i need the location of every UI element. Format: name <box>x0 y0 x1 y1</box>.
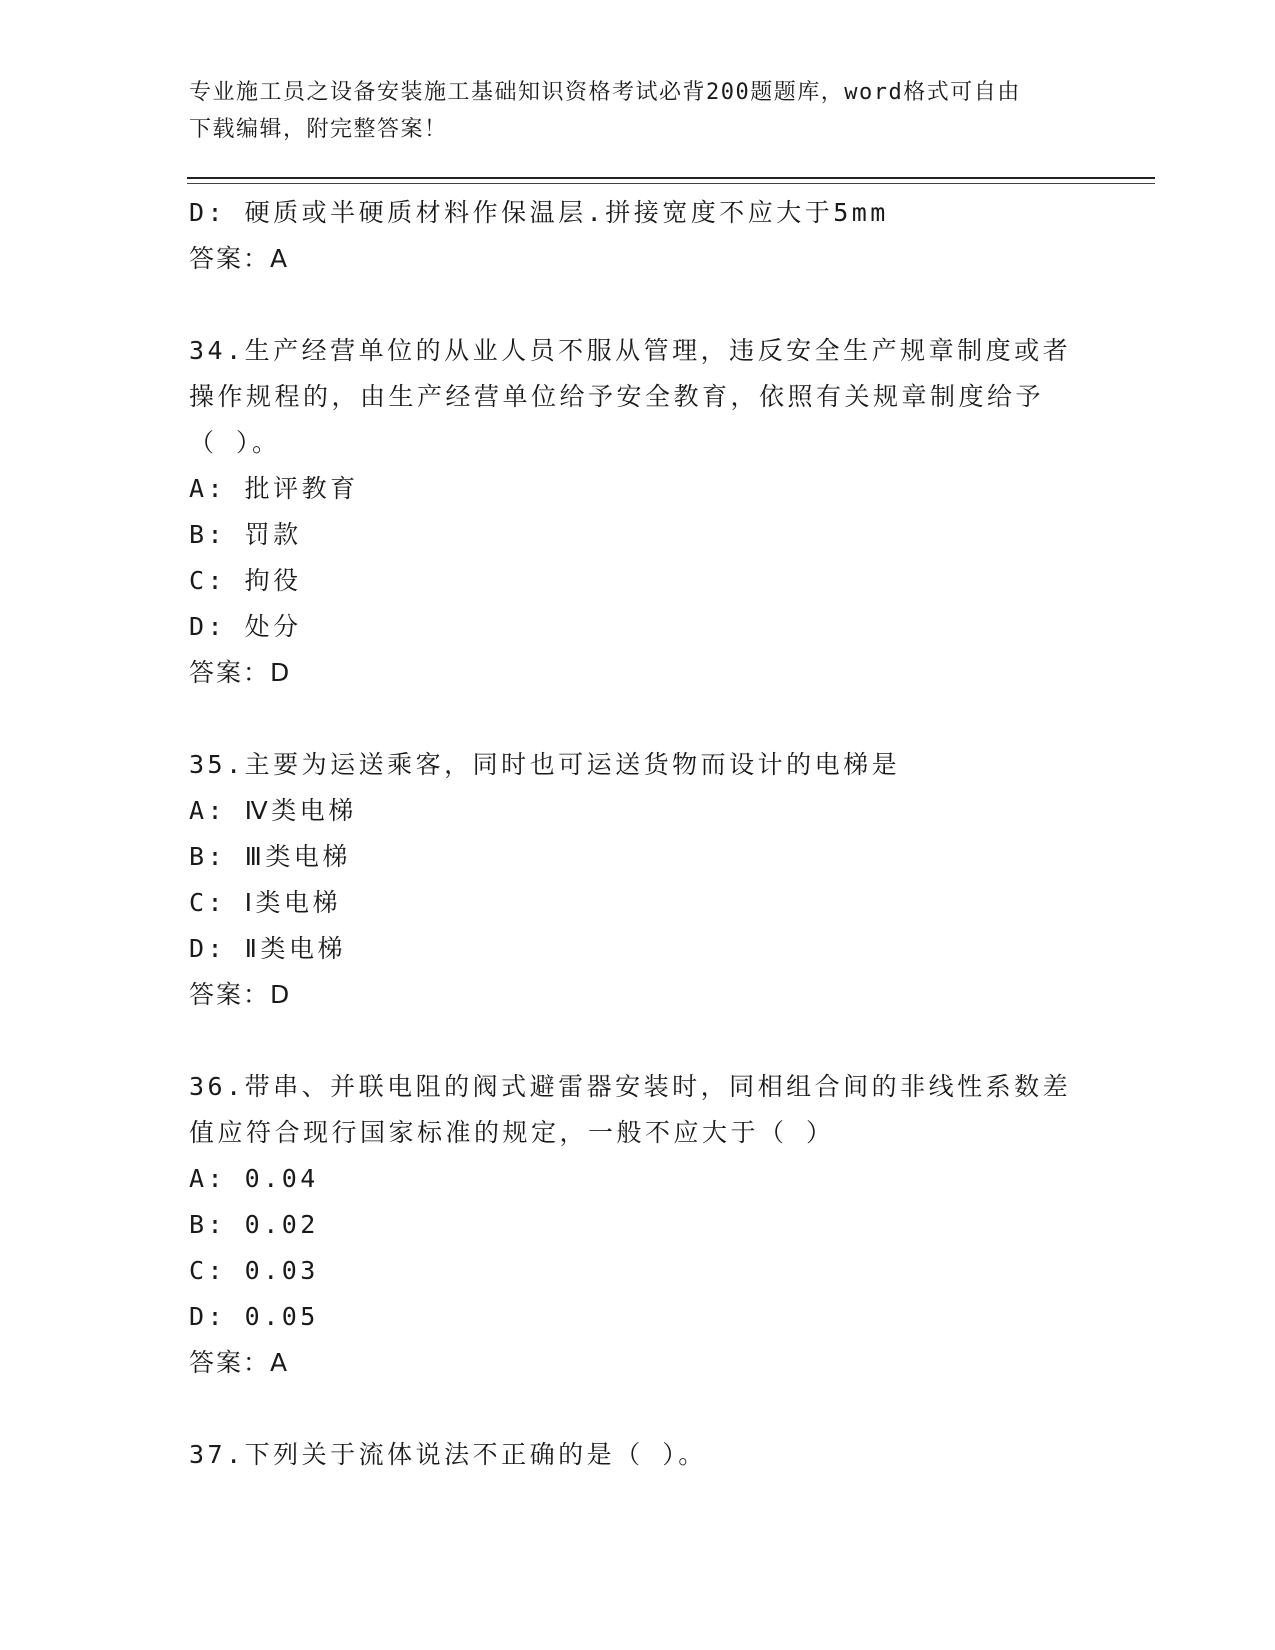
question-stem-line: 操作规程的，由生产经营单位给予安全教育，依照有关规章制度给予 <box>189 382 1045 411</box>
option-b: B: Ⅲ类电梯 <box>189 842 351 871</box>
option-a: A: Ⅳ类电梯 <box>189 796 357 825</box>
question-34 <box>189 328 1089 696</box>
question-stem-line: 37.下列关于流体说法不正确的是（ ）。 <box>189 1440 707 1469</box>
option-d: D: 0.05 <box>189 1302 319 1331</box>
spacer <box>189 282 1089 328</box>
spacer <box>189 1018 1089 1064</box>
question-33-continuation <box>189 190 1089 282</box>
option-d: D: Ⅱ类电梯 <box>189 934 346 963</box>
question-stem <box>189 742 1089 788</box>
option-b: B: 罚款 <box>189 520 302 549</box>
question-37 <box>189 1432 1089 1478</box>
answer-line: 答案：A <box>189 244 290 273</box>
question-stem <box>189 1432 1089 1478</box>
answer-line: 答案：A <box>189 1348 290 1377</box>
header-divider <box>187 177 1155 179</box>
question-stem <box>189 1064 1089 1156</box>
option-a: A: 批评教育 <box>189 474 359 503</box>
spacer <box>189 696 1089 742</box>
answer-line: 答案：D <box>189 658 292 687</box>
option-c: C: Ⅰ类电梯 <box>189 888 342 917</box>
question-stem-line: 36.带串、并联电阻的阀式避雷器安装时，同相组合间的非线性系数差 <box>189 1072 1072 1101</box>
question-stem <box>189 328 1089 466</box>
question-35 <box>189 742 1089 1018</box>
document-header <box>189 74 1089 148</box>
question-stem-line: 34.生产经营单位的从业人员不服从管理，违反安全生产规章制度或者 <box>189 336 1072 365</box>
question-stem-line: 值应符合现行国家标准的规定，一般不应大于（ ） <box>189 1118 835 1147</box>
option-d: D: 处分 <box>189 612 302 641</box>
header-line-2: 下载编辑，附完整答案！ <box>189 117 448 142</box>
option-d: D: 硬质或半硬质材料作保温层.拼接宽度不应大于5mm <box>189 198 889 227</box>
question-36 <box>189 1064 1089 1386</box>
question-stem-line: （ ）。 <box>189 428 281 457</box>
option-c: C: 拘役 <box>189 566 302 595</box>
option-a: A: 0.04 <box>189 1164 319 1193</box>
spacer <box>189 1386 1089 1432</box>
header-line-1: 专业施工员之设备安装施工基础知识资格考试必背200题题库，word格式可自由 <box>189 80 1021 105</box>
option-b: B: 0.02 <box>189 1210 319 1239</box>
header-divider-thin <box>187 183 1155 184</box>
question-stem-line: 35.主要为运送乘客，同时也可运送货物而设计的电梯是 <box>189 750 901 779</box>
question-list <box>189 190 1089 1478</box>
answer-line: 答案：D <box>189 980 292 1009</box>
option-c: C: 0.03 <box>189 1256 319 1285</box>
